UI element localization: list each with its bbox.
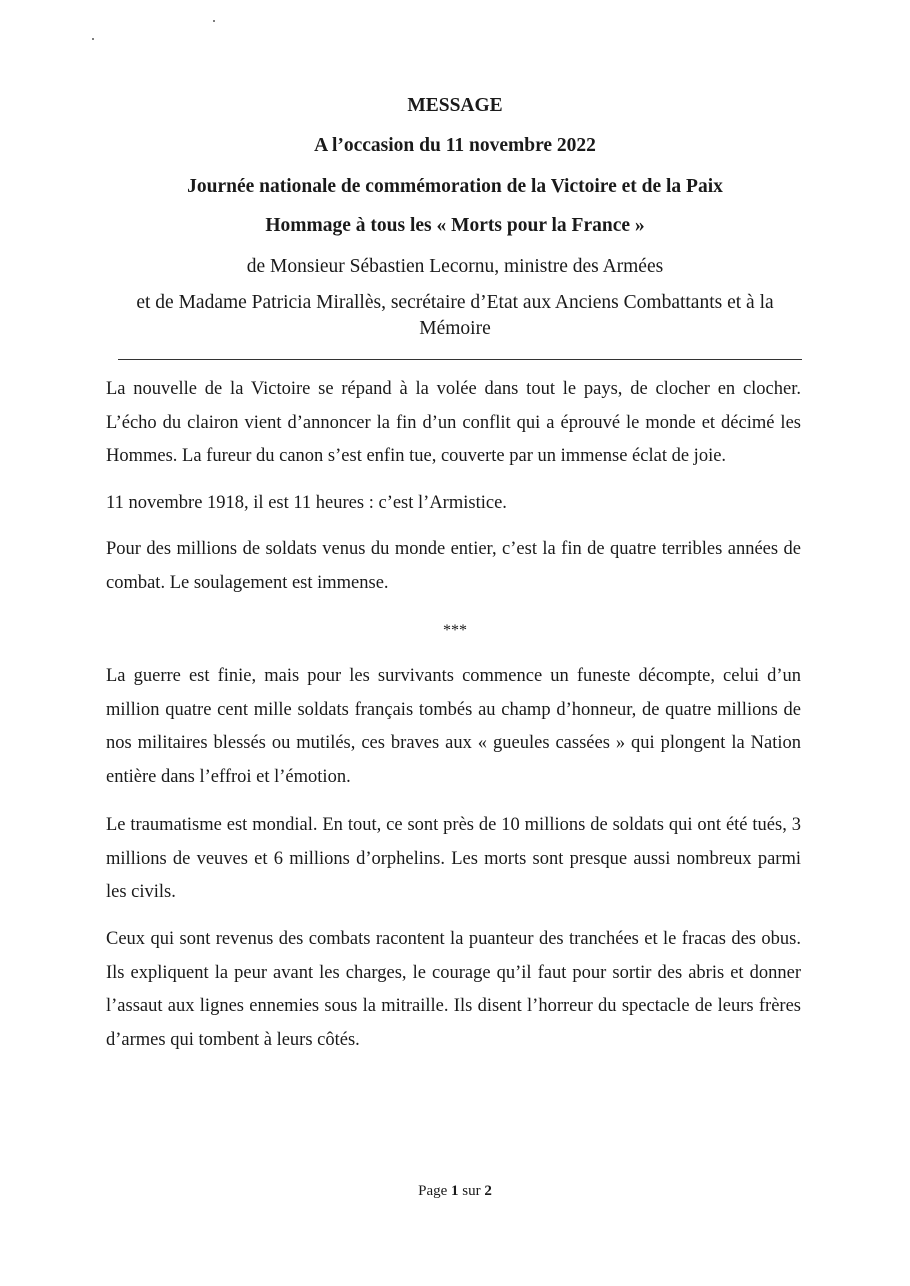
paragraph-3: Pour des millions de soldats venus du monde entier, c’est la fin de quatre terribles années de combat. Le soulagement est immense.	[106, 539, 801, 593]
author-line-2: et de Madame Patricia Mirallès, secrétaire d’Etat aux Anciens Combattants et à la Mémoire	[136, 292, 774, 339]
page-number	[0, 1181, 910, 1201]
page-word: Page	[418, 1183, 448, 1199]
document-title: MESSAGE	[407, 95, 503, 116]
scan-speck	[92, 38, 94, 40]
title-divider	[118, 359, 802, 360]
occasion-line: A l’occasion du 11 novembre 2022	[314, 135, 596, 156]
day-name-line: Journée nationale de commémoration de la Victoire et de la Paix	[187, 176, 723, 197]
author-line-1: de Monsieur Sébastien Lecornu, ministre des Armées	[246, 256, 664, 277]
paragraph-1: La nouvelle de la Victoire se répand à la volée dans tout le pays, de clocher en clocher. L’écho du clairon vient d’annoncer la fin d’un conflit qui a éprouvé le monde et décimé les Hommes. La fureur du canon s’est enfin tue, couverte par un immense éclat de joie.	[106, 379, 801, 466]
section-separator: ***	[443, 622, 467, 639]
of-word: sur	[462, 1183, 481, 1199]
paragraph-4: La guerre est finie, mais pour les survivants commence un funeste décompte, celui d’un million quatre cent mille soldats français tombés au champ d’honneur, de quatre millions de nos militaires blessés ou mutilés, ces braves aux « gueules cassées » qui plongent la Nation entière dans l’effroi et l’émotion.	[106, 666, 801, 787]
scan-speck	[213, 20, 215, 22]
paragraph-6: Ceux qui sont revenus des combats racontent la puanteur des tranchées et le fracas des obus. Ils expliquent la peur avant les charges, le courage qu’il faut pour sortir des abris et donner l’assaut aux lignes ennemies sous la mitraille. Ils disent l’horreur du spectacle de leurs frères d’armes qui tombent à leurs côtés.	[106, 929, 801, 1050]
page-current: 1	[451, 1183, 459, 1199]
page-total: 2	[484, 1183, 492, 1199]
tribute-line: Hommage à tous les « Morts pour la France »	[265, 215, 645, 236]
paragraph-2: 11 novembre 1918, il est 11 heures : c’est l’Armistice.	[106, 493, 507, 513]
paragraph-5: Le traumatisme est mondial. En tout, ce sont près de 10 millions de soldats qui ont été tués, 3 millions de veuves et 6 millions d’orphelins. Les morts sont presque aussi nombreux parmi les civils.	[106, 815, 801, 902]
